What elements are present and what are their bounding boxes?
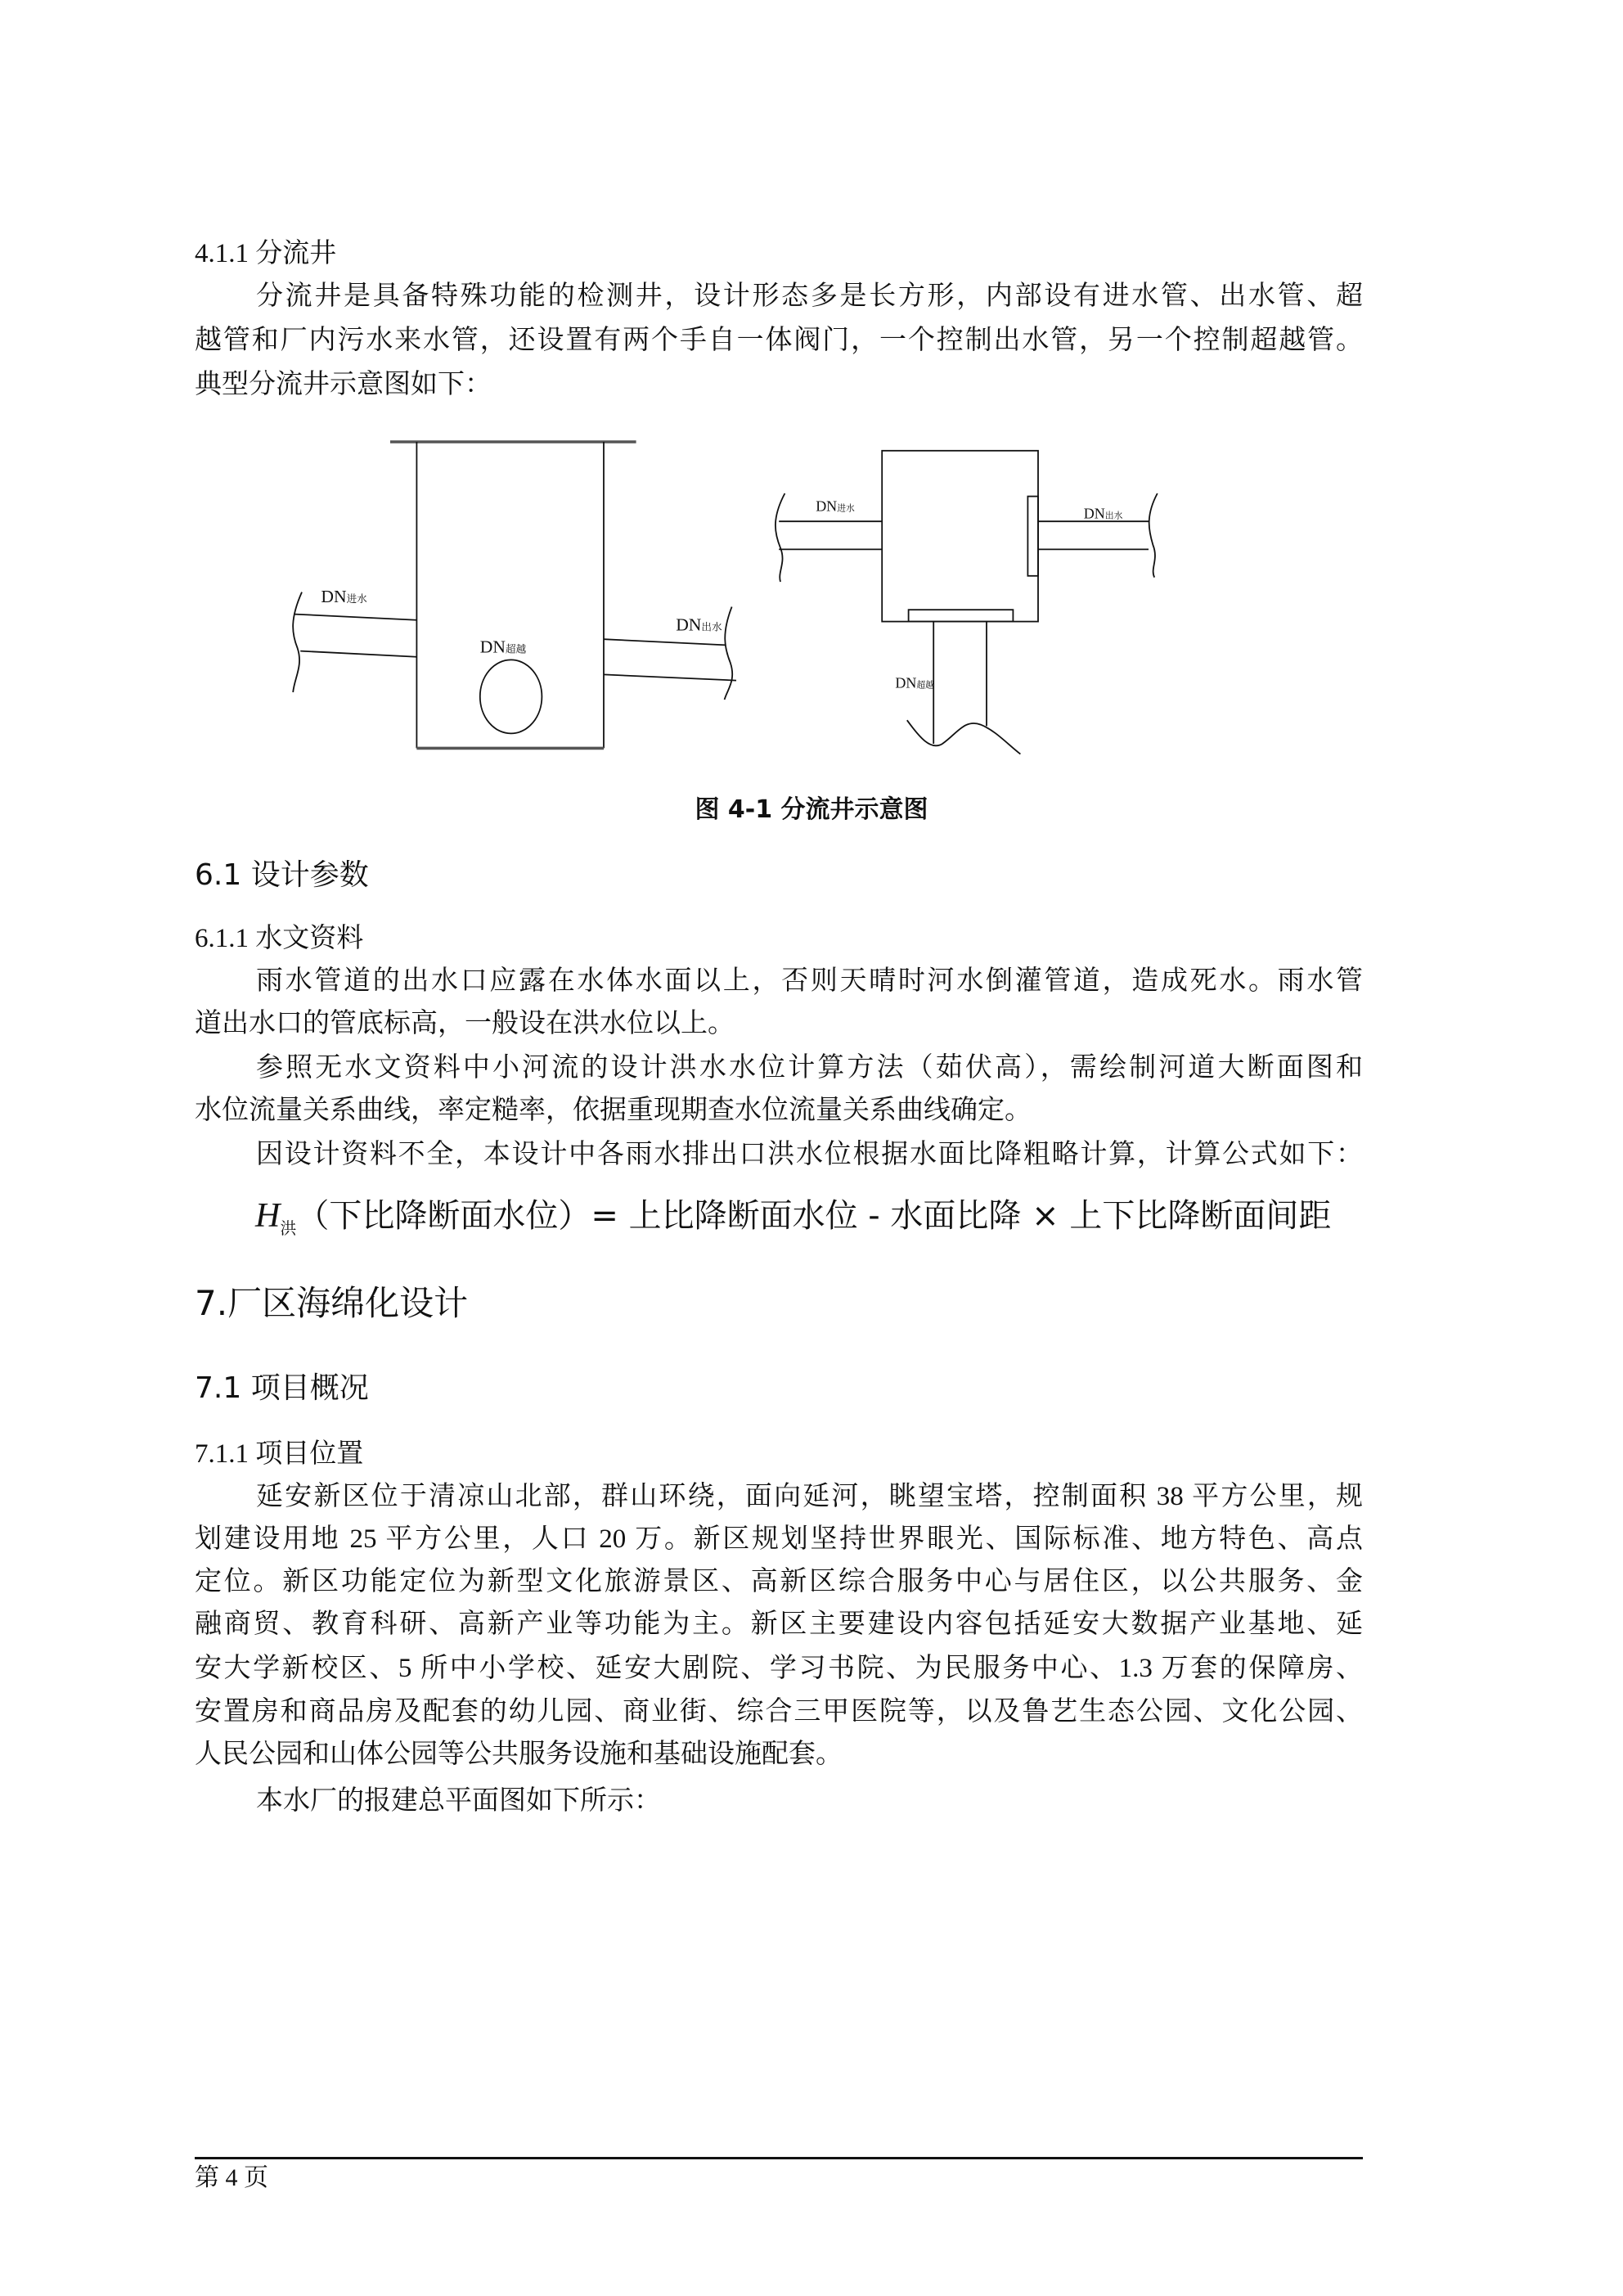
paragraph-line: 因设计资料不全，本设计中各雨水排出口洪水位根据水面比降粗略计算，计算公式如下：: [256, 1140, 1363, 1169]
figure-caption: 图 4-1 分流井示意图: [695, 795, 928, 824]
paragraph-line: 参照无水文资料中小河流的设计洪水水位计算方法（茹伏高），需绘制河道大断面图和: [256, 1053, 1363, 1083]
paragraph-line: 划建设用地 25 平方公里，人口 20 万。新区规划坚持世界眼光、国际标准、地方特色、高点: [195, 1524, 1363, 1554]
paragraph-line: 典型分流井示意图如下：: [195, 370, 492, 399]
diversion-well-diagram: [265, 427, 1207, 781]
paragraph-line: 定位。新区功能定位为新型文化旅游景区、高新区综合服务中心与居住区，以公共服务、金: [195, 1567, 1363, 1596]
paragraph-line: 本水厂的报建总平面图如下所示：: [256, 1786, 661, 1816]
footer-divider: [195, 2157, 1363, 2159]
paragraph-line: 越管和厂内污水来水管，还设置有两个手自一体阀门，一个控制出水管，另一个控制超越管。: [195, 326, 1363, 355]
paragraph-line: 雨水管道的出水口应露在水体水面以上，否则天晴时河水倒灌管道，造成死水。雨水管: [256, 966, 1363, 996]
label-right-outlet: DN出水: [1083, 505, 1123, 522]
section-heading-7: 7.厂区海绵化设计: [195, 1283, 469, 1323]
section-heading-7-1-1: 7.1.1 项目位置: [195, 1439, 364, 1469]
well-plan-view: [776, 451, 1158, 754]
flood-level-formula: [255, 1193, 1331, 1251]
formula-variable: H: [255, 1197, 281, 1235]
section-heading-6-1-1: 6.1.1 水文资料: [195, 924, 364, 953]
formula-text: （下比降断面水位）= 上比降断面水位 - 水面比降 × 上下比降断面间距: [296, 1197, 1332, 1235]
label-left-inlet: DN进水: [321, 587, 367, 607]
label-right-inlet: DN进水: [816, 497, 855, 515]
paragraph-line: 人民公园和山体公园等公共服务设施和基础设施配套。: [195, 1740, 843, 1769]
paragraph-line: 道出水口的管底标高，一般设在洪水位以上。: [195, 1009, 735, 1038]
paragraph-line: 安置房和商品房及配套的幼儿园、商业街、综合三甲医院等，以及鲁艺生态公园、文化公园、: [195, 1697, 1363, 1727]
label-left-outlet: DN出水: [676, 615, 722, 635]
section-heading-7-1: 7.1 项目概况: [195, 1371, 369, 1405]
label-left-bypass: DN超越: [479, 637, 527, 657]
paragraph-line: 延安新区位于清凉山北部，群山环绕，面向延河，眺望宝塔，控制面积 38 平方公里，规: [256, 1482, 1363, 1511]
label-right-bypass: DN超越: [895, 674, 934, 691]
section-heading-4-1-1: 4.1.1 分流井: [195, 239, 337, 268]
paragraph-line: 融商贸、教育科研、高新产业等功能为主。新区主要建设内容包括延安大数据产业基地、延: [195, 1609, 1363, 1639]
formula-subscript: 洪: [280, 1218, 297, 1238]
page-number: 第 4 页: [195, 2164, 268, 2191]
paragraph-line: 安大学新校区、5 所中小学校、延安大剧院、学习书院、为民服务中心、1.3 万套的保障房、: [195, 1654, 1363, 1683]
paragraph-line: 分流井是具备特殊功能的检测井，设计形态多是长方形，内部设有进水管、出水管、超: [256, 281, 1363, 311]
paragraph-line: 水位流量关系曲线，率定糙率，依据重现期查水位流量关系曲线确定。: [195, 1096, 1032, 1125]
section-heading-6-1: 6.1 设计参数: [195, 858, 369, 892]
